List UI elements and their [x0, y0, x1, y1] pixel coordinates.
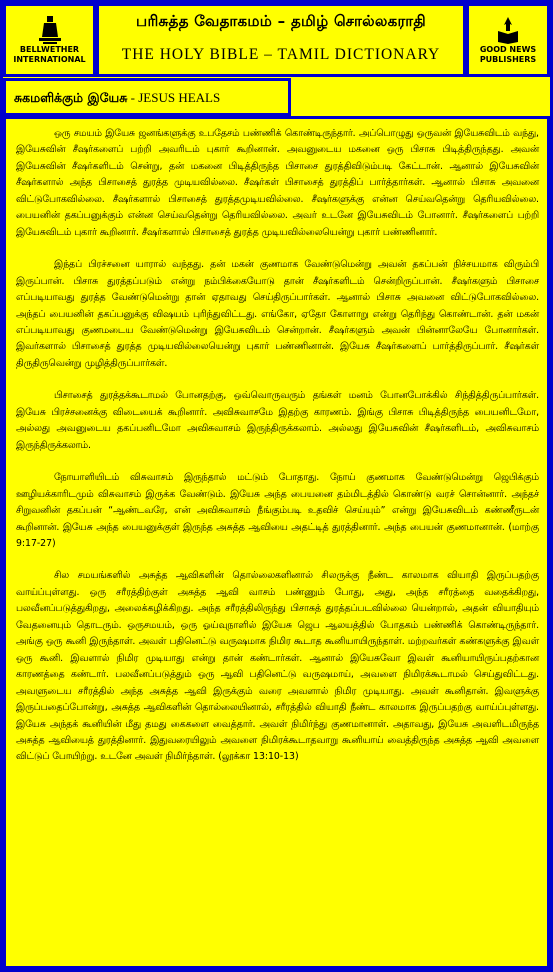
- right-logo-line2: PUBLISHERS: [479, 55, 537, 64]
- title-tamil: பரிசுத்த வேதாகமம் – தமிழ் சொல்லகராதி: [135, 12, 427, 30]
- article-body: [3, 116, 550, 969]
- section-heading-separator: -: [127, 90, 139, 105]
- paragraph-3: பிசாசைத் துரத்தக்கூடாமல் போனதற்கு, ஒவ்வொருவரும் தங்கள் மனம் போனபோக்கில் சிந்தித்திருப்பார்கள். இயேசு பிரச்சனைக்கு விடையைக் கூறினார். அவிசுவாசமே இதற்கு காரணம். இங்கு பிசாசு பிடித்திருந்த பையனிடமோ, அல்லது அவனுடைய தகப்பனிடமோ அவிசுவாசம் இருந்திருக்கலாம். அல்லது இயேசுவின் சீஷர்களிடம், அவிசுவாசம் இருந்திருக்கலாம்.: [16, 390, 539, 451]
- paragraph-2: இந்தப் பிரச்சனை யாரால் வந்தது. தன் மகன் குணமாக வேண்டுமென்று அவன் தகப்பன் நிச்சயமாக விரும்பி இருப்பான். பிசாசு துரத்தப்படும் என்று நம்பிக்கையோடு தான் சீஷர்களிடம் சென்றிருப்பான். சீஷர்களும் பிசாசை எப்படியாவது துரத்த வேண்டுமென்று தான் ஏதாவது செய்திருப்பார்கள். ஆனால் பிசாசு அவனை விட்டுபோகவில்லை. அந்தப் பையனின் தகப்பனுக்கு விஷயம் புரிந்துவிட்டது. எங்கோ, ஏதோ கோளாறு என்று தெரிந்து கொண்டான். தன் மகன் எப்படியாவது குணமடைய வேண்டுமென்று இயேசுவிடம் சென்றான். சீஷர்களும் அவன் பின்னாலேயே போனார்கள். இவர்களால் பிசாசைத் துரத்த முடியவில்லையென்று புகார் பண்ணினான். இயேசு சீஷர்களைப் பார்த்திருப்பார். சீஷர்கள் திருதிருவென்று முழித்திருப்பார்கள்.: [16, 259, 539, 369]
- section-heading-box: [3, 78, 291, 116]
- paragraph-1: ஒரு சமயம் இயேசு ஜனங்களுக்கு உபதேசம் பண்ணிக் கொண்டிருந்தார். அப்பொழுது ஒருவன் இயேசுவிடம் வந்து, இயேசுவின் சீஷர்களைப் பற்றி அவரிடம் புகார் கூறினான். அவனுடைய மகனை ஒரு பிசாசு பிடித்திருந்தது. அவன் இயேசுவின் சீஷர்களிடம் சென்று, தன் மகனை பிடித்திருந்த பிசாசை துரத்திவிடும்படி கேட்டான். ஆனால் இயேசுவின் சீஷர்களால் அந்த பிசாசைத் துரத்த முடியவில்லை. சீஷர்கள் பிசாசைத் துரத்திப் பார்த்தார்கள். ஆனால் பிசாசு அவனை விட்டுபோகவில்லை. சீஷர்களால் பிசாசைத் துரத்தமுடியவில்லை. சீஷர்களுக்கு என்ன செய்வதென்று தெரியவில்லை. பையனின் தகப்பனுக்கும் என்ன செய்வதென்று தெரியவில்லை. அவர் உடனே இயேசுவிடம் போனார். சீஷர்களைப் பற்றி இயேசுவிடம் புகார் கூறினார். சீஷர்களால் பிசாசைத் துரத்த முடியவில்லையென்று புகார் பண்ணினார்.: [16, 128, 539, 238]
- bellwether-logo: [3, 3, 96, 77]
- paragraph-4: நோயாளியிடம் விசுவாசம் இருந்தால் மட்டும் போதாது. நோய் குணமாக வேண்டுமென்று ஜெபிக்கும் ஊழியக்காரிடமும் விசுவாசம் இருக்க வேண்டும். இயேசு அந்த பையனை தம்மிடத்தில் கொண்டு வரச் சொன்னார். அந்தச் சிறுவனின் தகப்பன் “ஆண்டவரே, என் அவிசுவாசம் நீங்கும்படி உதவிச் செய்யும்” என்று இயேசுவிடம் கண்ணீருடன் கூறினான். இயேசு அந்த பையனுக்குள் இருந்த அசுத்த ஆவியை அதட்டித் துரத்தினார். அந்த பையன் குணமானான். (மாற்கு 9:17-27): [16, 472, 539, 549]
- left-logo-line1: BELLWETHER: [19, 45, 80, 54]
- good-news-logo: [466, 3, 550, 77]
- title-english: THE HOLY BIBLE – TAMIL DICTIONARY: [121, 46, 441, 63]
- bellwether-emblem-icon: [37, 15, 63, 45]
- left-logo-line2: INTERNATIONAL: [13, 55, 86, 64]
- header: [3, 3, 550, 77]
- book-emblem-icon: [495, 15, 521, 45]
- right-logo-line1: GOOD NEWS: [479, 45, 537, 54]
- section-heading-tamil: சுகமளிக்கும் இயேசு: [14, 90, 128, 105]
- title-block: [96, 3, 466, 77]
- section-heading-english: JESUS HEALS: [138, 90, 221, 105]
- paragraph-5: சில சமயங்களில் அசுத்த ஆவிகளின் தொல்லைகளினால் சிலருக்கு நீண்ட காலமாக வியாதி இருப்பதற்கு வாய்ப்புள்ளது. ஒரு சரீரத்திற்குள் அசுத்த ஆவி வாசம் பண்ணும் போது, அது, அந்த சரீரத்தை வதைக்கிறது, பலவீனப்படுத்துகிறது, அலைக்கழிக்கிறது. அந்த சரீரத்திலிருந்து பிசாசுத் துரத்தப்படவில்லை யென்றால், அதன் வியாதியும் வேதனையும் தொடரும். ஒருசமயம், ஒரு ஓய்வுநாளில் இயேசு ஜெப ஆலயத்தில் போதகம் பண்ணிக் கொண்டிருந்தார். அங்கு ஒரு கூனி இருந்தாள். அவள் பதினெட்டு வருஷமாக நிமிர கூடாத கூனியாயிருந்தாள். மற்றவர்கள் கண்களுக்கு இவள் ஒரு கூனி. இவளால் நிமிர முடியாது என்று தான் கண்டார்கள். ஆனால் இயேசுவோ இவள் கூனியாயிருப்பதற்கான காரணத்தை கண்டார். பலவீனப்படுத்தும் ஒரு ஆவி பதினெட்டு வருஷமாய், அவளை நிமிரக்கூடாமல் செய்துவிட்டது. அவளுடைய சரீரத்தில் அந்த அசுத்த ஆவி இருக்கும் வரை அவளால் நிமிர முடியாது. அவள் கூனிதான். இவளுக்கு இருப்பதைப்போன்று, அசுத்த ஆவிகளின் தொல்லையினால், சரீரத்தில் வியாதி நீண்ட காலமாக இருப்பதற்கு வாய்ப்புள்ளது. இயேசு அந்தக் கூனியின் மீது தமது கைகளை வைத்தார். அவள் நிமிர்ந்து குணமானாள். அதாவது, இயேசு அவளிடமிருந்த அசுத்த ஆவியைத் துரத்தினார். இதுவரையிலும் அவளை நிமிரக்கூடாதவாறு கூனியாய் வைத்திருந்த அசுத்த ஆவி அவளை விட்டுப் போயிற்று. உடனே அவள் நிமிர்ந்தாள். (லூக்கா 13:10-13): [16, 570, 539, 763]
